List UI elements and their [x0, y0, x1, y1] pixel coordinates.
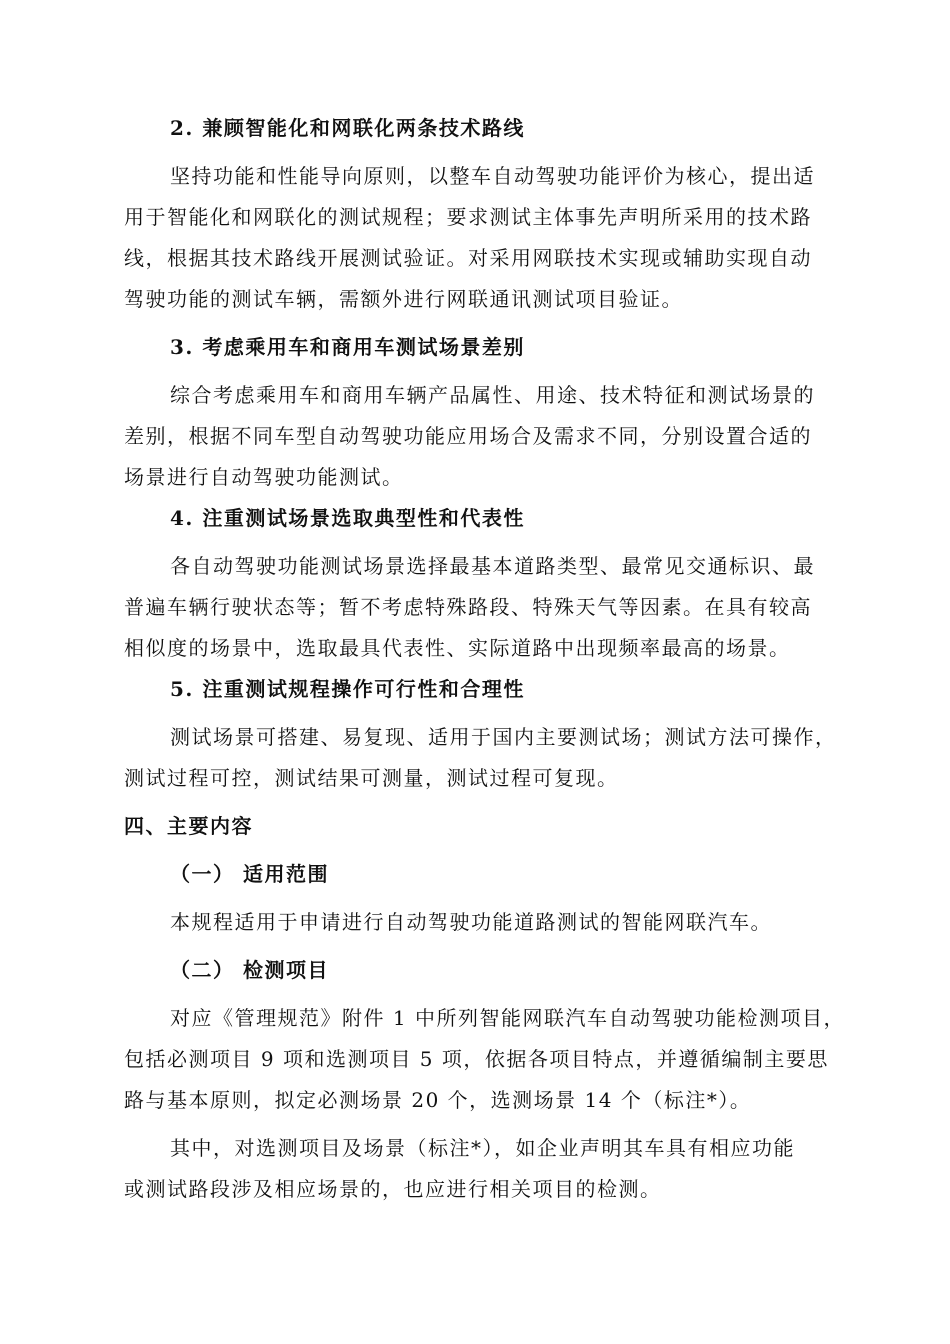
subsection-2-heading: （二） 检测项目	[170, 958, 329, 982]
paragraph-line: 本规程适用于申请进行自动驾驶功能道路测试的智能网联汽车。	[170, 910, 772, 934]
paragraph-line: 测试过程可控，测试结果可测量，测试过程可复现。	[124, 766, 619, 790]
chapter-4-heading: 四、主要内容	[124, 814, 253, 838]
section-4-heading: 4. 注重测试场景选取典型性和代表性	[170, 506, 525, 530]
paragraph-line: 差别，根据不同车型自动驾驶功能应用场合及需求不同，分别设置合适的	[124, 424, 812, 448]
paragraph-line: 路与基本原则，拟定必测场景 20 个，选测场景 14 个（标注*）。	[124, 1088, 752, 1112]
section-2-heading: 2. 兼顾智能化和网联化两条技术路线	[170, 116, 525, 140]
paragraph-line: 场景进行自动驾驶功能测试。	[124, 465, 404, 489]
paragraph-line: 各自动驾驶功能测试场景选择最基本道路类型、最常见交通标识、最	[170, 554, 815, 578]
paragraph-line: 对应《管理规范》附件 1 中所列智能网联汽车自动驾驶功能检测项目，	[170, 1006, 845, 1030]
paragraph-line: 测试场景可搭建、易复现、适用于国内主要测试场；测试方法可操作，	[170, 725, 837, 749]
subsection-1-heading: （一） 适用范围	[170, 862, 329, 886]
section-3-heading: 3. 考虑乘用车和商用车测试场景差别	[170, 335, 525, 359]
paragraph-line: 综合考虑乘用车和商用车辆产品属性、用途、技术特征和测试场景的	[170, 383, 815, 407]
paragraph-line: 其中，对选测项目及场景（标注*），如企业声明其车具有相应功能	[170, 1136, 795, 1160]
section-5-heading: 5. 注重测试规程操作可行性和合理性	[170, 677, 525, 701]
paragraph-line: 或测试路段涉及相应场景的，也应进行相关项目的检测。	[124, 1177, 662, 1201]
paragraph-line: 普遍车辆行驶状态等；暂不考虑特殊路段、特殊天气等因素。在具有较高	[124, 595, 812, 619]
paragraph-line: 包括必测项目 9 项和选测项目 5 项，依据各项目特点，并遵循编制主要思	[124, 1047, 829, 1071]
paragraph-line: 坚持功能和性能导向原则，以整车自动驾驶功能评价为核心，提出适	[170, 164, 815, 188]
paragraph-line: 用于智能化和网联化的测试规程；要求测试主体事先声明所采用的技术路	[124, 205, 812, 229]
paragraph-line: 相似度的场景中，选取最具代表性、实际道路中出现频率最高的场景。	[124, 636, 791, 660]
paragraph-line: 线，根据其技术路线开展测试验证。对采用网联技术实现或辅助实现自动	[124, 246, 812, 270]
paragraph-line: 驾驶功能的测试车辆，需额外进行网联通讯测试项目验证。	[124, 287, 683, 311]
